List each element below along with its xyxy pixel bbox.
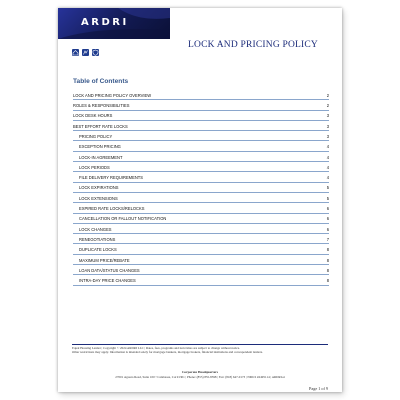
toc-entry[interactable] [73,172,329,182]
toc-entry-page: 3 [326,123,329,129]
toc-entry-page: 6 [326,226,329,232]
toc-entry-page: 8 [326,267,329,273]
toc-entry-page: 3 [326,133,329,139]
equal-housing-lender-icon [72,49,79,56]
toc-entry[interactable] [73,214,329,224]
security-badge-icon [92,49,99,56]
toc-entry-page: 3 [326,113,329,119]
toc-entry-page: 6 [326,206,329,212]
page-number: Page 1 of 9 [309,386,328,391]
toc-entry-label: LOCK EXTENSIONS [79,195,118,201]
toc-entry-label: FILE DELIVERY REQUIREMENTS [79,175,144,181]
corporate-headquarters [58,370,342,379]
hq-title: Corporate Headquarters [181,370,219,374]
toc-entry-page: 4 [326,144,329,150]
toc-entry-page: 2 [326,92,329,98]
toc-entry-label: EXCEPTION PRICING [79,144,121,150]
toc-entry[interactable] [73,183,329,193]
toc-entry-label: LOCK DESK HOURS [73,113,113,119]
toc-entry[interactable] [73,265,329,275]
toc-entry-label: LOCK PERIODS [79,164,110,170]
toc-entry-label: LOAN DATA/STATUS CHANGES [79,267,140,273]
toc-entry-label: LOCK AND PRICING POLICY OVERVIEW [73,92,152,98]
toc-entry-label: DUPLICATE LOCKS [79,247,117,253]
toc-entry-page: 4 [326,154,329,160]
footer-disclaimer [72,346,328,354]
toc-entry-label: LOCK EXPIRATIONS [79,185,119,191]
toc-entry[interactable] [73,193,329,203]
toc-entry[interactable] [73,162,329,172]
toc-entry-page: 5 [326,185,329,191]
compliance-icon [82,49,89,56]
hq-address: 27001 Agoura Road, Suite 100 • Calabasas, CA 91301 | Phone: (855) 855-8598 | Fax: (818) 647-0173 | NMLS #2495114 | ARDRI.ai [115,375,285,379]
toc-entry-label: MAXIMUM PRICE/REBATE [79,257,130,263]
toc-entry[interactable] [73,100,329,110]
toc-entry-page: 5 [326,195,329,201]
toc-entry-page: 4 [326,175,329,181]
logo-banner [58,8,170,39]
toc-entry[interactable] [73,244,329,254]
toc-entry-page: 6 [326,216,329,222]
toc-entry[interactable] [73,131,329,141]
certification-badges [72,49,99,56]
toc-entry-label: EXPIRED RATE LOCKS/RELOCKS [79,206,145,212]
footer-line-2: Other restrictions may apply. Information is intended solely for mortgage bankers, mortgage brokers, financial institutions and correspondent lenders. [72,350,263,355]
toc-entry-page: 4 [326,164,329,170]
document-title: LOCK AND PRICING POLICY [188,40,318,50]
toc-entry-page: 8 [326,247,329,253]
toc-entry-label: INTRA-DAY PRICE CHANGES [79,278,136,284]
toc-entry-page: 2 [326,103,329,109]
document-page [58,8,342,392]
toc-entry-label: ROLES & RESPONSIBILITIES [73,103,130,109]
toc-entry-label: PRICING POLICY [79,133,113,139]
toc-entry-label: BEST EFFORT RATE LOCKS [73,123,128,129]
toc-entry[interactable] [73,234,329,244]
toc-entry[interactable] [73,203,329,213]
toc-entry[interactable] [73,152,329,162]
toc-entry[interactable] [73,141,329,151]
toc-entry[interactable] [73,111,329,121]
footer-line-1: Equal Housing Lender | Copyright © 2024 ARDRI LLC | Rates, fees, programs and turn times are subject to change without notice. [72,346,240,350]
toc-entry-label: LOCK CHANGES [79,226,112,232]
toc-heading: Table of Contents [73,78,129,85]
toc-entry[interactable] [73,275,329,285]
table-of-contents [73,90,329,286]
toc-entry-page: 8 [326,257,329,263]
toc-entry-page: 8 [326,278,329,284]
toc-entry[interactable] [73,90,329,100]
toc-entry-page: 7 [326,236,329,242]
logo-text: ARDRI [81,17,129,28]
toc-entry[interactable] [73,224,329,234]
footer-divider [72,344,328,345]
toc-entry-label: RENEGOTIATIONS [79,236,116,242]
toc-entry[interactable] [73,255,329,265]
toc-entry-label: CANCELLATION OR FALLOUT NOTIFICATION [79,216,167,222]
toc-entry-label: LOCK-IN AGREEMENT [79,154,123,160]
toc-entry[interactable] [73,121,329,131]
